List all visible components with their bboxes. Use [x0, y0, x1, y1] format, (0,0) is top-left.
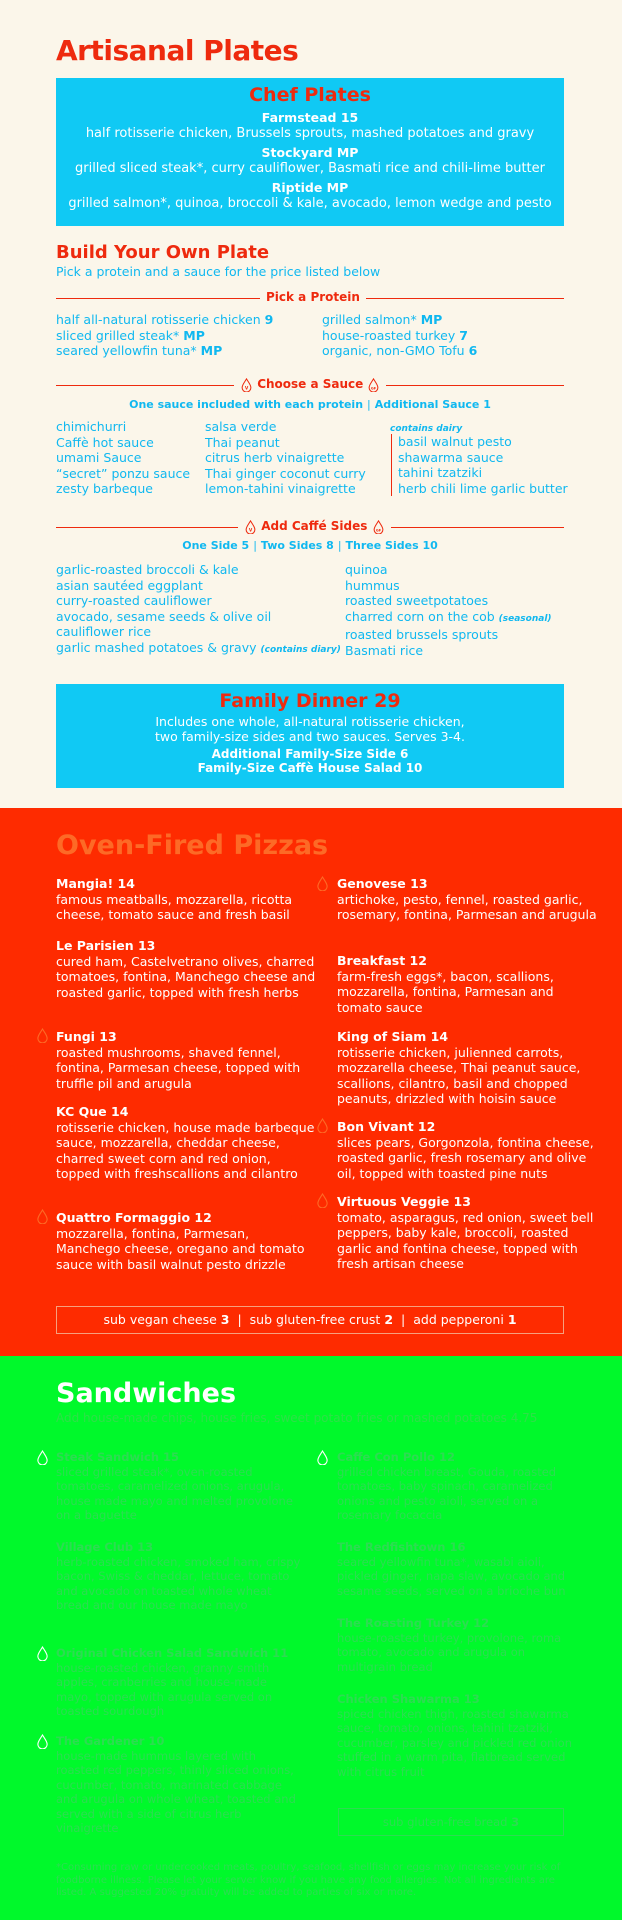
protein-item: organic, non-GMO Tofu 6 — [322, 343, 478, 358]
sauce-col-3 — [398, 434, 568, 496]
chef-item-desc: grilled sliced steak*, curry cauliflower, Basmati rice and chili-lime butter — [74, 161, 545, 176]
side-item: roasted brussels sprouts — [345, 627, 499, 642]
sauce-item: zesty barbeque — [56, 481, 153, 496]
sauce-col-2 — [205, 419, 366, 497]
protein-item: grilled salmon* MP — [322, 312, 443, 327]
artisanal-section — [0, 0, 622, 808]
sandwich-item: Chicken Shawarma 13 spiced chicken thigh, roasted shawarma sauce, tomato, onions, tahini tzatziki, cucumber, parsley and pickled red onion stuffed in a warm pita, flatbread served with citrus fruit — [337, 1692, 572, 1779]
sandwich-item: The Gardener 10 house-made hummus layered with roasted red peppers, thinly sliced onions, cucumber, tomato, marinated cabbage and arugula on whole wheat, toasted and served with a side of citrus herb vinaigrette — [56, 1734, 296, 1835]
pizza-item: Bon Vivant 12 slices pears, Gorgonzola, fontina cheese, roasted garlic, fresh rosemary and olive oil, topped with toasted pine nuts — [337, 1119, 594, 1181]
svg-text:V: V — [244, 385, 249, 391]
svg-text:GF: GF — [371, 385, 377, 390]
chef-item-name: Stockyard MP — [261, 145, 359, 160]
allergy-footnote: *Consuming raw or undercooked meats, poultry, seafood, shellfish or eggs may increase your risk of foodborne illness. Please let your server know if you have any food allergies. Not all ingredients are listed. A suggested 20% gratuity will be added to parties of six or more. — [56, 1862, 561, 1898]
sauce-item: salsa verde — [205, 419, 277, 434]
chef-item-name: Riptide MP — [271, 180, 349, 195]
sauce-item: basil walnut pesto — [398, 434, 512, 449]
vegetarian-icon — [36, 1209, 49, 1224]
family-dinner-box — [56, 684, 564, 788]
sandwich-item: Steak Sandwich 15 sliced grilled steak*, oven-roasted tomatoes, caramelized onions, arugula, house made mayo and melted provolone on a baguette — [56, 1450, 293, 1522]
side-item: roasted sweetpotatoes — [345, 593, 489, 608]
chef-plates-title: Chef Plates — [249, 84, 371, 106]
pizza-item: Mangia! 14 famous meatballs, mozzarella, ricotta cheese, tomato sauce and fresh basil — [56, 876, 293, 922]
sauce-item: herb chili lime garlic butter — [398, 480, 568, 496]
chef-plates-box — [56, 78, 564, 226]
gluten-free-icon — [372, 520, 385, 534]
protein-list-right — [322, 312, 477, 359]
protein-item: seared yellowfin tuna* MP — [56, 343, 223, 358]
sides-label: Add Caffé Sides — [261, 519, 368, 533]
sauce-item: Thai ginger coconut curry — [205, 465, 366, 481]
sides-right — [345, 562, 552, 658]
sandwich-item: Village Club 13 herb-roasted chicken, smoked ham, crispy bacon, Swiss & cheddar, lettuce, tomato and avocado on toasted whole wheat bread and our house made mayo — [56, 1540, 301, 1612]
side-item: Basmati rice — [345, 642, 424, 658]
side-item: hummus — [345, 577, 400, 593]
gluten-free-icon — [316, 1450, 329, 1465]
protein-list-left — [56, 312, 273, 359]
sandwich-item: Caffe Con Pollo 12 grilled chicken breast, Gouda, roasted tomatoes, baby spinach, caramelized onions and pesto aioli, served on a rosemary focaccia — [337, 1450, 557, 1522]
sides-label-wrap — [238, 519, 391, 534]
side-item: garlic-roasted broccoli & kale — [56, 562, 239, 577]
vegetarian-icon — [316, 1193, 329, 1208]
pizza-item: Fungi 13 roasted mushrooms, shaved fennel, fontina, Parmesan cheese, topped with truffle pil and arugula — [56, 1029, 301, 1091]
gluten-free-bread-box: sub gluten-free bread 3 — [338, 1808, 564, 1836]
sandwich-subtitle: Add house-made chips, house fries, sweet potato fries or mashed potatoes 4.75 — [56, 1411, 538, 1425]
sauce-item: citrus herb vinaigrette — [205, 450, 345, 465]
svg-text:GF: GF — [375, 527, 381, 532]
vegetarian-icon — [36, 1028, 49, 1043]
family-dinner-desc: Includes one whole, all-natural rotisserie chicken, two family-size sides and two sauces. Serves 3-4. — [154, 714, 465, 744]
build-plate-title: Build Your Own Plate — [56, 242, 270, 263]
sandwich-title: Sandwiches — [56, 1378, 237, 1409]
dairy-label: contains dairy — [390, 424, 463, 434]
sauce-item: Caffè hot sauce — [56, 434, 154, 450]
side-item: avocado, sesame seeds & olive oil — [56, 608, 272, 624]
protein-item: sliced grilled steak* MP — [56, 327, 205, 343]
sauce-item: shawarma sauce — [398, 449, 504, 465]
gluten-free-icon — [36, 1450, 49, 1465]
side-item: curry-roasted cauliflower — [56, 593, 212, 608]
sauce-col-1 — [56, 419, 190, 497]
side-item: cauliflower rice — [56, 624, 152, 639]
pizza-item: Le Parisien 13 cured ham, Castelvetrano olives, charred tomatoes, fontina, Manchego cheese and roasted garlic, topped with fresh herbs — [56, 938, 316, 1000]
side-item: garlic mashed potatoes & gravy (contains diary) — [56, 639, 341, 655]
pizza-item: Virtuous Veggie 13 tomato, asparagus, red onion, sweet bell peppers, baby kale, broccoli, roasted garlic and fontina cheese, topped with fresh artisan cheese — [337, 1194, 594, 1271]
dairy-bar — [391, 434, 392, 496]
sauce-item: lemon-tahini vinaigrette — [205, 481, 356, 496]
family-dinner-title: Family Dinner 29 — [219, 690, 401, 712]
sauce-note: One sauce included with each protein | Additional Sauce 1 — [129, 398, 491, 411]
svg-text:V: V — [248, 527, 253, 533]
pizza-item: KC Que 14 rotisserie chicken, house made barbeque sauce, mozzarella, cheddar cheese, charred sweet corn and red onion, topped with freshscallions and cilantro — [56, 1104, 315, 1181]
sauce-item: Thai peanut — [205, 434, 280, 450]
sides-prices: One Side 5 | Two Sides 8 | Three Sides 10 — [182, 539, 438, 552]
gluten-free-icon — [367, 378, 380, 392]
sauce-item: umami Sauce — [56, 450, 142, 465]
artisanal-title: Artisanal Plates — [56, 34, 299, 67]
vegan-icon — [240, 378, 253, 392]
vegetarian-icon — [316, 1118, 329, 1133]
chef-item-desc: half rotisserie chicken, Brussels sprouts, mashed potatoes and gravy — [85, 126, 535, 141]
pizza-item: Genovese 13 artichoke, pesto, fennel, roasted garlic, rosemary, fontina, Parmesan and arugula — [337, 876, 597, 922]
sauce-label-wrap — [234, 377, 386, 392]
sandwich-item: The Roasting Turkey 12 house-roasted turkey, provolone, roma tomato, avocado and arugula on multigrain bread — [337, 1616, 562, 1674]
sides-left — [56, 562, 341, 658]
side-item: charred corn on the cob (seasonal) — [345, 608, 552, 624]
sandwich-item: The Redfishtown 16 seared yellowfin tuna*, wasabi aioli, pickled ginger, napa slaw, avocado and sesame seeds, served on a brioche bun — [337, 1540, 566, 1598]
chef-item-desc: grilled salmon*, quinoa, broccoli & kale, avocado, lemon wedge and pesto — [68, 196, 552, 211]
side-item: asian sautéed eggplant — [56, 577, 203, 593]
pizza-title: Oven-Fired Pizzas — [56, 830, 329, 861]
pizza-item: Quattro Formaggio 12 mozzarella, fontina, Parmesan, Manchego cheese, oregano and tomato sauce with basil walnut pesto drizzle — [56, 1210, 305, 1272]
protein-item: house-roasted turkey 7 — [322, 327, 468, 343]
vegan-icon — [36, 1734, 49, 1749]
sandwich-item: Original Chicken Salad Sandwich 11 house-roasted chicken, granny smith apples, cranberries and house-made mayo, topped with arugula served on toasted sourdough — [56, 1646, 289, 1718]
protein-item: half all-natural rotisserie chicken 9 — [56, 312, 274, 327]
family-dinner-addons: Additional Family-Size Side 6 Family-Size Caffè House Salad 10 — [197, 747, 423, 775]
build-plate-subtitle: Pick a protein and a sauce for the price listed below — [56, 264, 381, 279]
side-item: quinoa — [345, 562, 388, 577]
sauce-item: “secret” ponzu sauce — [56, 465, 191, 481]
vegan-icon — [244, 520, 257, 534]
sauce-label: Choose a Sauce — [257, 377, 364, 391]
gluten-free-icon — [36, 1646, 49, 1661]
protein-label: Pick a Protein — [260, 290, 366, 304]
pizza-item: King of Siam 14 rotisserie chicken, julienned carrots, mozzarella cheese, Thai peanut sauce, scallions, cilantro, basil and chopped peanuts, drizzled with hoisin sauce — [337, 1029, 581, 1106]
pizza-subs-box: sub vegan cheese 3 | sub gluten-free crust 2 | add pepperoni 1 — [56, 1306, 564, 1334]
sauce-item: chimichurri — [56, 419, 127, 434]
sauce-item: tahini tzatziki — [398, 465, 483, 480]
vegetarian-icon — [316, 876, 329, 891]
chef-item-name: Farmstead 15 — [261, 110, 359, 125]
pizza-item: Breakfast 12 farm-fresh eggs*, bacon, scallions, mozzarella, fontina, Parmesan and tomato sauce — [337, 953, 554, 1015]
